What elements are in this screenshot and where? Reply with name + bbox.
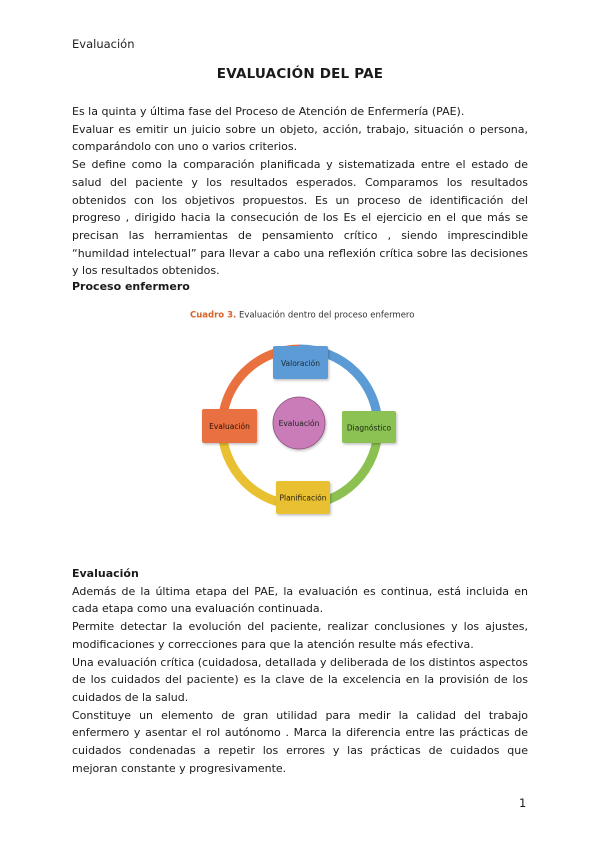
- center-label: Evaluación: [278, 419, 320, 428]
- node-diagnostico-label: Diagnóstico: [346, 423, 392, 433]
- evaluacion-paragraph-2: Permite detectar la evolución del paciente, realizar conclusiones y los ajustes, modificaciones y correcciones para que la atención resulte más efectiva.: [72, 620, 528, 651]
- intro-paragraph-1: Es la quinta y última fase del Proceso de Atención de Enfermería (PAE).: [72, 105, 465, 118]
- intro-paragraph-3: Se define como la comparación planificada y sistematizada entre el estado de salud del paciente y los resultados esperados. Comparamos los resultados obtenidos con los objetivos propuestos. Es un proceso de identificación del progreso , dirigido hacia la consecución de los Es el ejercicio en el que más se precisan las herramientas de pensamiento crítico , siendo imprescindible “humildad intelectual” para llevar a cabo una reflexión crítica sobre las decisiones y los resultados obtenidos.: [72, 158, 528, 278]
- section-heading-proceso: Proceso enfermero: [72, 280, 190, 293]
- page-number: 1: [519, 796, 527, 810]
- figure-caption-text: Evaluación dentro del proceso enfermero: [236, 310, 415, 321]
- page-title: EVALUACIÓN DEL PAE: [216, 66, 384, 82]
- node-planificacion-label: Planificación: [279, 493, 327, 503]
- figure-caption: [190, 310, 414, 321]
- evaluacion-paragraph-4: Constituye un elemento de gran utilidad para medir la calidad del trabajo enfermero y asentar el rol autónomo . Marca la diferencia entre las prácticas de cuidados condenadas a repetir los errores y las prácticas de cuidados que mejoran constante y progresivamente.: [72, 708, 528, 775]
- figure-caption-label: Cuadro 3.: [190, 310, 237, 321]
- evaluacion-section: [72, 565, 528, 777]
- evaluacion-paragraph-1: Además de la última etapa del PAE, la evaluación es continua, está incluida en cada etapa como una evaluación continuada.: [72, 584, 528, 616]
- process-diagram-svg: [87, 302, 507, 532]
- section-heading-evaluacion: Evaluación: [72, 567, 139, 580]
- evaluacion-paragraph-3: Una evaluación crítica (cuidadosa, detallada y deliberada de los distintos aspectos de los cuidados del paciente) es la clave de la excelencia en la provisión de los cuidados de la salud.: [72, 655, 528, 704]
- node-evaluacion-label: Evaluación: [209, 422, 250, 431]
- node-valoracion-label: Valoración: [280, 359, 321, 368]
- intro-section: [72, 103, 528, 280]
- intro-paragraph-2: Evaluar es emitir un juicio sobre un objeto, acción, trabajo, situación o persona, comparándolo con uno o varios criterios.: [72, 122, 528, 154]
- running-header: Evaluación: [72, 37, 135, 51]
- process-diagram: [87, 302, 507, 532]
